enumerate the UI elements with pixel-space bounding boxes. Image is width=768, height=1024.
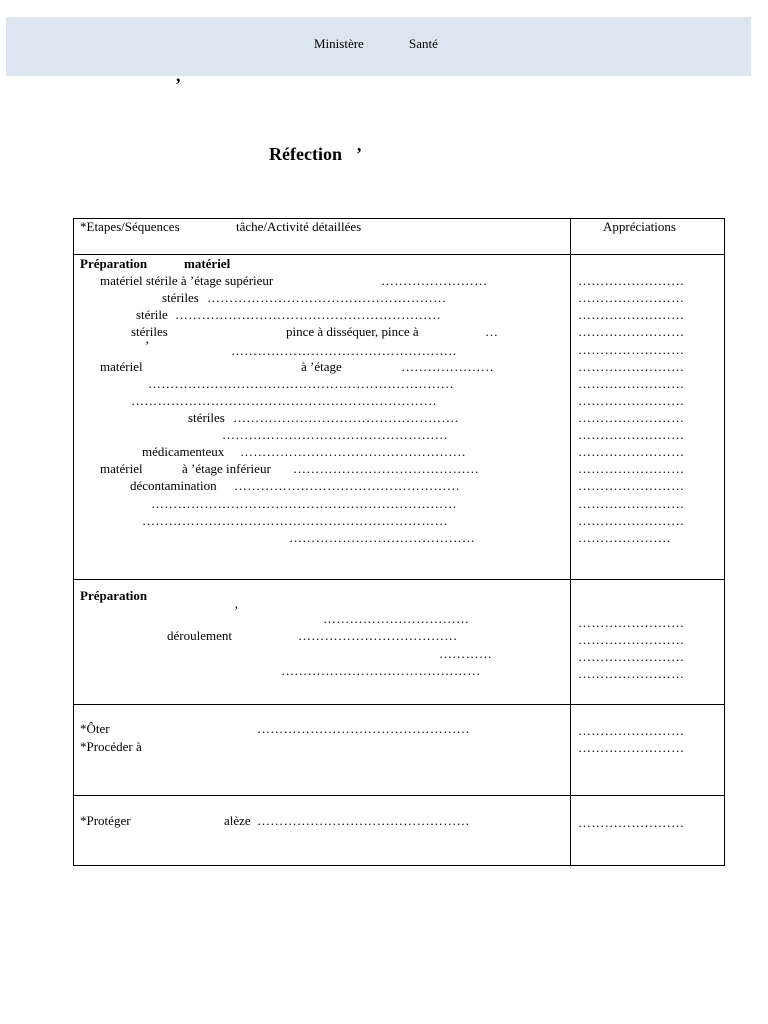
s1-line9-dots: …………………………………………… (233, 410, 460, 425)
s1-appreciation: …………………… (578, 359, 685, 374)
table-column-divider (570, 218, 571, 866)
col-header-activite: tâche/Activité détaillées (236, 219, 362, 234)
s4-line1-dots: ………………………………………… (257, 813, 470, 828)
s1-line16-dots: …………………………………… (289, 530, 476, 545)
s1-line4-text-a: stériles (131, 324, 168, 339)
s2-line4-dots: ……………………………………… (281, 663, 481, 678)
s1-line1-text: matériel stérile à ’étage supérieur (100, 273, 274, 288)
s1-appreciation: …………………… (578, 290, 685, 305)
title-text: Réfection (269, 144, 342, 164)
s1-appreciation: …………………… (578, 410, 685, 425)
s2-line1-dots: …………………………… (323, 611, 470, 626)
s1-line14-dots: …………………………………………………………… (151, 496, 457, 511)
s3-line1-dots: ………………………………………… (257, 721, 470, 736)
table-border-left (73, 218, 74, 866)
s4-line1-text-a: *Protéger (80, 813, 131, 828)
s1-appreciation: …………………… (578, 307, 685, 322)
s1-appreciation: …………………… (578, 427, 685, 442)
col-header-appreciations: Appréciations (603, 219, 676, 234)
s1-line11-dots: …………………………………………… (240, 444, 467, 459)
table-border-bottom (73, 865, 725, 866)
s1-line3-dots: …………………………………………………… (175, 307, 441, 322)
s3-appreciation: …………………… (578, 723, 685, 738)
s1-line5-apostrophe: ’ (145, 338, 150, 353)
s1-appreciation: ………………… (578, 530, 672, 545)
s2-line1-apostrophe: ’ (234, 603, 239, 618)
s1-line12-text-b: à ’étage inférieur (182, 461, 271, 476)
s1-appreciation: …………………… (578, 342, 685, 357)
s1-line13-dots: …………………………………………… (234, 478, 461, 493)
s1-line12-dots: …………………………………… (293, 461, 480, 476)
col-header-etapes: *Etapes/Séquences (80, 219, 180, 234)
s1-line2-dots: ……………………………………………… (207, 290, 447, 305)
table-row-divider-4 (73, 795, 724, 796)
s2-appreciation: …………………… (578, 632, 685, 647)
header-word-sante: Santé (409, 36, 438, 51)
s1-line5-dots: …………………………………………… (231, 343, 458, 358)
s4-appreciation: …………………… (578, 815, 685, 830)
s1-line2-text: stériles (162, 290, 199, 305)
s1-line12-text-a: matériel (100, 461, 143, 476)
s2-line2-dots: ……………………………… (298, 628, 458, 643)
s2-appreciation: …………………… (578, 615, 685, 630)
s1-line7-dots: …………………………………………………………… (148, 376, 454, 391)
s1-line9-text: stériles (188, 410, 225, 425)
s3-appreciation: …………………… (578, 740, 685, 755)
s4-line1-text-b: alèze (224, 813, 251, 828)
s1-line4-dots: … (485, 324, 499, 339)
s3-line2-text: *Procéder à (80, 739, 142, 754)
s1-line6-text-b: à ’étage (301, 359, 342, 374)
page-title (269, 144, 362, 165)
s2-line3-dots: ………… (439, 646, 493, 661)
s1-line15-dots: …………………………………………………………… (142, 513, 448, 528)
section1-heading-materiel: matériel (184, 256, 231, 271)
s1-appreciation: …………………… (578, 273, 685, 288)
s1-appreciation: …………………… (578, 393, 685, 408)
table-row-divider-2 (73, 579, 724, 580)
section2-heading-preparation: Préparation (80, 588, 148, 603)
s2-appreciation: …………………… (578, 666, 685, 681)
s2-appreciation: …………………… (578, 649, 685, 664)
s1-appreciation: …………………… (578, 496, 685, 511)
s1-line8-dots: …………………………………………………………… (131, 393, 437, 408)
s1-line13-text: décontamination (130, 478, 217, 493)
s1-appreciation: …………………… (578, 513, 685, 528)
s1-line4-text-b: pince à disséquer, pince à (286, 324, 419, 339)
s1-line1-dots: …………………… (381, 273, 488, 288)
header-band (6, 17, 751, 76)
stray-comma: , (176, 65, 181, 85)
table-row-divider-1 (73, 254, 724, 255)
section1-heading-preparation: Préparation (80, 256, 148, 271)
table-row-divider-3 (73, 704, 724, 705)
title-apostrophe: ’ (355, 144, 362, 164)
s1-appreciation: …………………… (578, 324, 685, 339)
s1-line10-dots: …………………………………………… (222, 427, 449, 442)
s1-appreciation: …………………… (578, 376, 685, 391)
header-word-ministere: Ministère (314, 36, 364, 51)
s2-line2-text: déroulement (167, 628, 232, 643)
s1-line11-text: médicamenteux (142, 444, 225, 459)
table-border-right (724, 218, 725, 866)
s1-line6-text-a: matériel (100, 359, 143, 374)
s1-appreciation: …………………… (578, 478, 685, 493)
s1-line3-text: stérile (136, 307, 168, 322)
s1-line6-dots: ………………… (401, 359, 495, 374)
s1-appreciation: …………………… (578, 461, 685, 476)
s3-line1-text: *Ôter (80, 721, 110, 736)
s1-appreciation: …………………… (578, 444, 685, 459)
